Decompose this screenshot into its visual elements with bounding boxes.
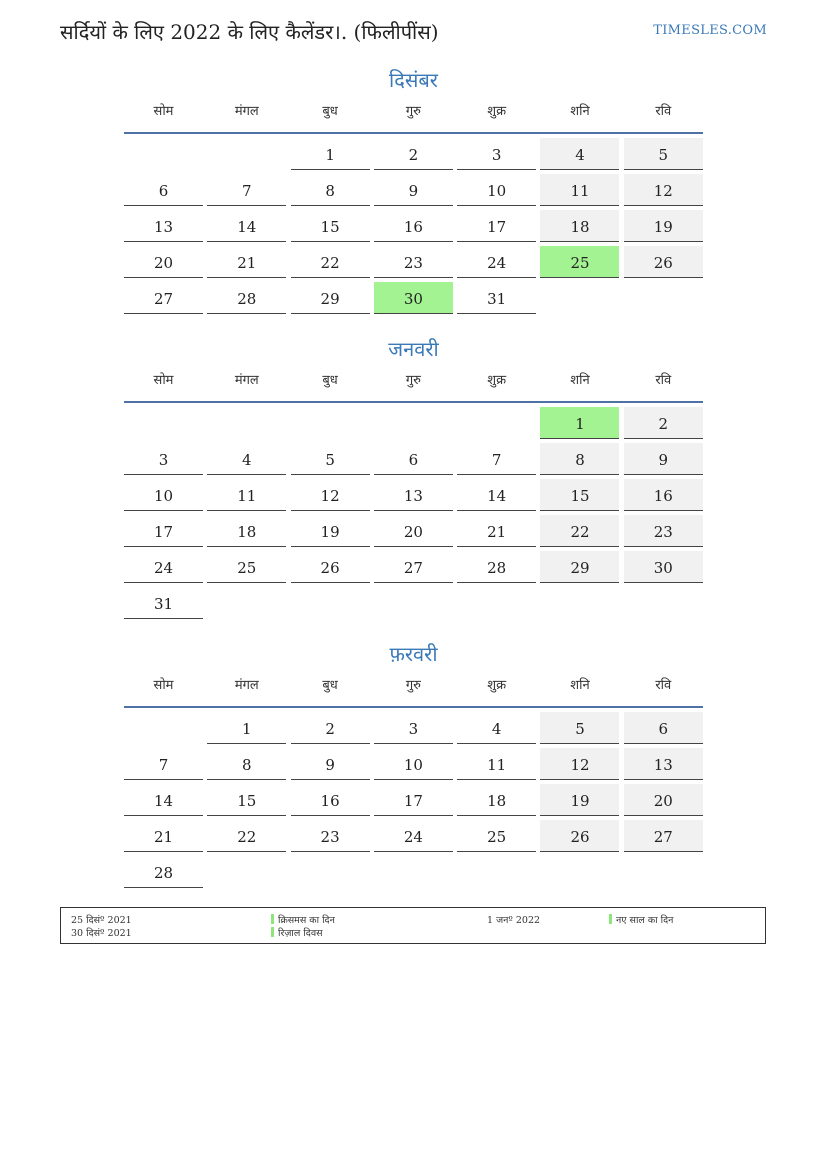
weekday-label: सोम [153,104,174,119]
day-cell: 25 [457,820,536,852]
month-title: जनवरी [388,337,439,361]
day-cell: 2 [291,712,370,744]
day-cell: 29 [540,551,619,583]
day-cell: 10 [124,479,203,511]
holiday-date: 1 जनº 2022 [487,915,541,926]
day-cell: 21 [124,820,203,852]
weekday-label: शुक्र [487,373,507,388]
day-cell: 11 [540,174,619,206]
day-cell: 19 [540,784,619,816]
day-cell: 8 [540,443,619,475]
day-cell: 19 [624,210,703,242]
day-cell: 2 [624,407,703,439]
weekday-label: मंगल [234,104,259,119]
day-cell: 3 [374,712,453,744]
day-cell: 6 [624,712,703,744]
day-cell: 5 [291,443,370,475]
day-cell: 10 [457,174,536,206]
empty-day-cell [124,407,203,439]
brand-link[interactable]: TIMESLES.COM [653,23,767,38]
day-cell: 15 [291,210,370,242]
weekday-label: गुरु [405,678,421,693]
day-cell: 7 [457,443,536,475]
day-cell: 14 [457,479,536,511]
month-title: फ़रवरी [389,642,438,666]
empty-day-cell [291,407,370,439]
day-cell: 13 [624,748,703,780]
day-cell: 24 [124,551,203,583]
day-cell: 25 [207,551,286,583]
day-cell: 20 [124,246,203,278]
page-title: सर्दियों के लिए 2022 के लिए कैलेंडर।. (फिलीपींस) [60,20,439,44]
day-cell: 23 [291,820,370,852]
day-cell: 21 [457,515,536,547]
weekday-header [124,674,703,708]
day-cell: 3 [124,443,203,475]
day-cell: 17 [374,784,453,816]
day-cell: 21 [207,246,286,278]
weekday-label: गुरु [405,104,421,119]
day-grid [124,138,703,314]
day-cell: 22 [207,820,286,852]
holiday-legend [60,907,766,944]
empty-day-cell [207,407,286,439]
day-cell: 28 [207,282,286,314]
day-cell: 6 [374,443,453,475]
empty-day-cell [374,407,453,439]
month-december [124,66,703,314]
weekday-label: बुध [322,373,338,388]
day-cell: 12 [540,748,619,780]
day-cell: 8 [207,748,286,780]
day-cell: 11 [457,748,536,780]
day-cell: 17 [124,515,203,547]
day-cell: 18 [207,515,286,547]
day-cell: 6 [124,174,203,206]
empty-day-cell [124,712,203,744]
empty-day-cell [207,138,286,170]
holiday-day-cell: 25 [540,246,619,278]
day-cell: 5 [540,712,619,744]
day-cell: 15 [207,784,286,816]
month-february [124,640,703,888]
day-cell: 8 [291,174,370,206]
day-cell: 4 [457,712,536,744]
day-cell: 30 [624,551,703,583]
day-cell: 1 [207,712,286,744]
weekday-label: शनि [570,104,590,119]
day-cell: 16 [624,479,703,511]
day-cell: 20 [374,515,453,547]
weekday-label: सोम [153,373,174,388]
day-cell: 22 [540,515,619,547]
day-cell: 27 [374,551,453,583]
weekday-label: बुध [322,678,338,693]
day-grid [124,407,703,619]
weekday-label: बुध [322,104,338,119]
weekday-label: मंगल [234,373,259,388]
day-cell: 7 [207,174,286,206]
day-cell: 18 [457,784,536,816]
holiday-name: नए साल का दिन [609,913,673,926]
day-cell: 4 [540,138,619,170]
day-cell: 22 [291,246,370,278]
day-cell: 18 [540,210,619,242]
day-cell: 31 [124,587,203,619]
day-cell: 19 [291,515,370,547]
day-cell: 3 [457,138,536,170]
day-cell: 9 [624,443,703,475]
day-cell: 4 [207,443,286,475]
weekday-label: शुक्र [487,104,507,119]
weekday-label: मंगल [234,678,259,693]
empty-day-cell [124,138,203,170]
day-cell: 31 [457,282,536,314]
day-cell: 14 [124,784,203,816]
day-grid [124,712,703,888]
weekday-label: सोम [153,678,174,693]
day-cell: 12 [624,174,703,206]
day-cell: 28 [124,856,203,888]
day-cell: 9 [291,748,370,780]
weekday-header [124,369,703,403]
day-cell: 5 [624,138,703,170]
holiday-name: रिज़ाल दिवस [271,926,323,939]
day-cell: 1 [291,138,370,170]
day-cell: 17 [457,210,536,242]
day-cell: 24 [457,246,536,278]
day-cell: 16 [291,784,370,816]
day-cell: 29 [291,282,370,314]
weekday-header [124,100,703,134]
holiday-day-cell: 30 [374,282,453,314]
day-cell: 14 [207,210,286,242]
day-cell: 28 [457,551,536,583]
holiday-date: 25 दिसंº 2021 [71,915,132,926]
weekday-label: रवि [655,678,672,693]
day-cell: 13 [124,210,203,242]
weekday-label: रवि [655,373,672,388]
day-cell: 15 [540,479,619,511]
weekday-label: रवि [655,104,672,119]
month-title: दिसंबर [389,68,438,92]
day-cell: 26 [540,820,619,852]
weekday-label: गुरु [405,373,421,388]
day-cell: 10 [374,748,453,780]
day-cell: 12 [291,479,370,511]
day-cell: 13 [374,479,453,511]
day-cell: 23 [374,246,453,278]
empty-day-cell [457,407,536,439]
holiday-name: क्रिसमस का दिन [271,913,335,926]
day-cell: 2 [374,138,453,170]
day-cell: 24 [374,820,453,852]
weekday-label: शनि [570,373,590,388]
holiday-date: 30 दिसंº 2021 [71,928,132,939]
weekday-label: शनि [570,678,590,693]
day-cell: 23 [624,515,703,547]
day-cell: 9 [374,174,453,206]
day-cell: 7 [124,748,203,780]
day-cell: 26 [624,246,703,278]
month-january [124,335,703,619]
day-cell: 20 [624,784,703,816]
day-cell: 11 [207,479,286,511]
day-cell: 27 [124,282,203,314]
day-cell: 26 [291,551,370,583]
weekday-label: शुक्र [487,678,507,693]
day-cell: 16 [374,210,453,242]
day-cell: 27 [624,820,703,852]
holiday-day-cell: 1 [540,407,619,439]
